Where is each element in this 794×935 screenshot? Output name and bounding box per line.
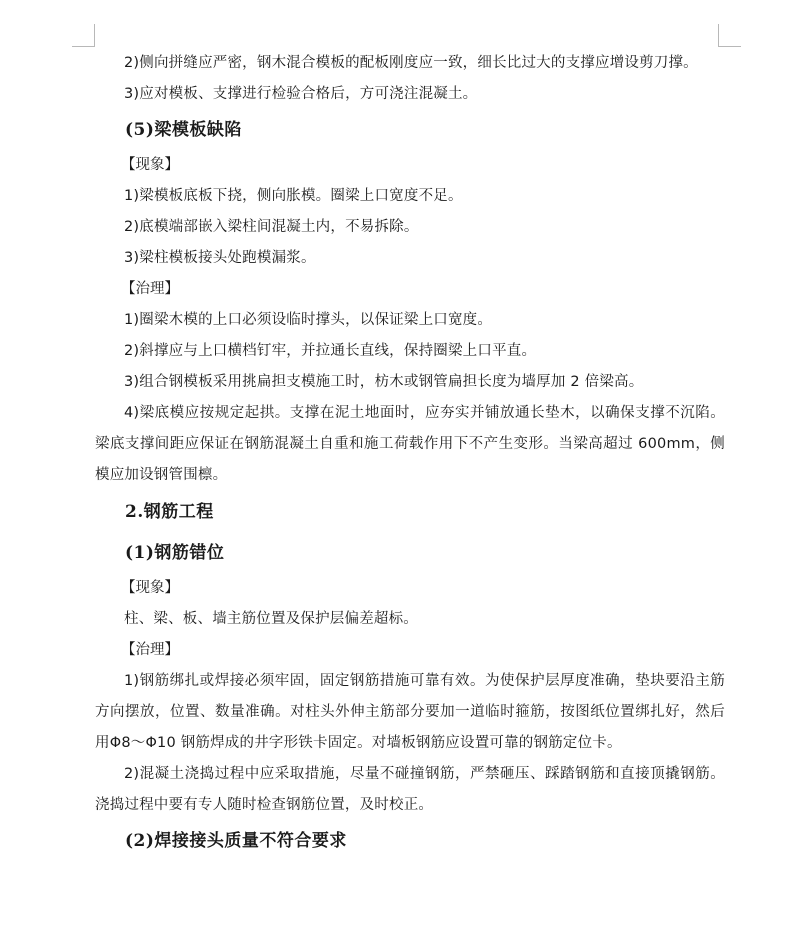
paragraph: 2)斜撑应与上口横档钉牢，并拉通长直线，保持圈梁上口平直。: [124, 343, 537, 359]
phenomenon-label: 【现象】: [121, 580, 179, 596]
page-corner-mark-right: [718, 24, 741, 47]
treatment-label: 【治理】: [121, 642, 179, 658]
treatment-label: 【治理】: [121, 281, 179, 297]
paragraph: 3)组合钢模板采用挑扁担支模施工时，枋木或钢管扁担长度为墙厚加 2 倍梁高。: [124, 374, 644, 390]
page-corner-mark-left: [72, 24, 95, 47]
paragraph: 3)梁柱模板接头处跑模漏浆。: [124, 250, 316, 266]
paragraph: 2)底模端部嵌入梁柱间混凝土内，不易拆除。: [124, 219, 419, 235]
paragraph: 柱、梁、板、墙主筋位置及保护层偏差超标。: [124, 611, 418, 627]
section-heading: (5)梁模板缺陷: [125, 120, 242, 140]
chapter-heading: 2.钢筋工程: [125, 502, 214, 522]
paragraph: 3)应对模板、支撑进行检验合格后，方可浇注混凝土。: [124, 86, 478, 102]
paragraph: 2)侧向拼缝应严密，钢木混合模板的配板刚度应一致，细长比过大的支撑应增设剪刀撑。: [124, 55, 698, 71]
phenomenon-label: 【现象】: [121, 157, 179, 173]
paragraph: 4)梁底模应按规定起拱。支撑在泥土地面时，应夯实并铺放通长垫木，以确保支撑不沉陷。梁底支撑间距应保证在钢筋混凝土自重和施工荷载作用下不产生变形。当梁高超过 600mm，侧模应加设钢管围檩。: [95, 405, 725, 483]
paragraph: 1)钢筋绑扎或焊接必须牢固，固定钢筋措施可靠有效。为使保护层厚度准确，垫块要沿主筋方向摆放，位置、数量准确。对柱头外伸主筋部分要加一道临时箍筋，按图纸位置绑扎好，然后用Φ8～Φ10 钢筋焊成的井字形铁卡固定。对墙板钢筋应设置可靠的钢筋定位卡。: [95, 673, 725, 751]
paragraph: 1)梁模板底板下挠，侧向胀模。圈梁上口宽度不足。: [124, 188, 463, 204]
paragraph: 2)混凝土浇捣过程中应采取措施，尽量不碰撞钢筋，严禁砸压、踩踏钢筋和直接顶撬钢筋。浇捣过程中要有专人随时检查钢筋位置，及时校正。: [95, 766, 725, 813]
section-heading: (1)钢筋错位: [125, 543, 225, 563]
paragraph: 1)圈梁木模的上口必须设临时撑头，以保证梁上口宽度。: [124, 312, 493, 328]
document-page: [95, 48, 725, 861]
section-heading: (2)焊接接头质量不符合要求: [125, 831, 347, 851]
